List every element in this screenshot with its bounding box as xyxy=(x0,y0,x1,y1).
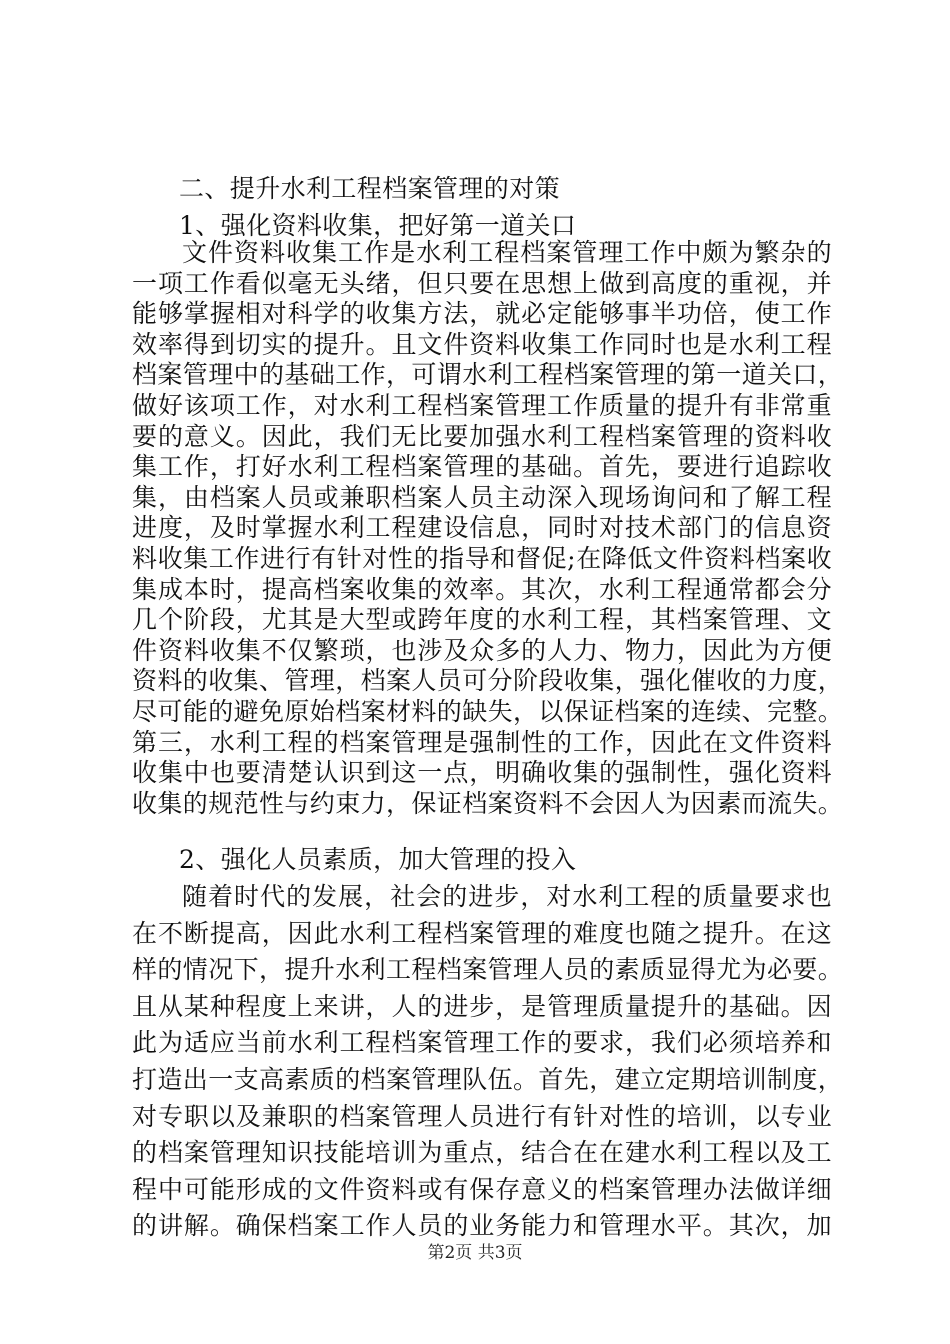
paragraph-line: 效率得到切实的提升。且文件资料收集工作同时也是水利工程 xyxy=(132,330,832,359)
paragraph-line: 且从某种程度上来讲，人的进步，是管理质量提升的基础。因 xyxy=(132,992,832,1021)
paragraph-line: 样的情况下，提升水利工程档案管理人员的素质显得尤为必要。 xyxy=(132,955,844,984)
paragraph-line: 程中可能形成的文件资料或有保存意义的档案管理办法做详细 xyxy=(132,1175,832,1204)
paragraph-line: 要的意义。因此，我们无比要加强水利工程档案管理的资料收 xyxy=(132,422,832,451)
paragraph-line: 文件资料收集工作是水利工程档案管理工作中颇为繁杂的 xyxy=(182,238,832,267)
paragraph-line: 集，由档案人员或兼职档案人员主动深入现场询问和了解工程 xyxy=(132,483,832,512)
paragraph-line: 收集的规范性与约束力，保证档案资料不会因人为因素而流失。 xyxy=(132,789,844,818)
paragraph-line: 料收集工作进行有针对性的指导和督促;在降低文件资料档案收 xyxy=(132,544,832,573)
paragraph-line: 做好该项工作，对水利工程档案管理工作质量的提升有非常重 xyxy=(132,391,832,420)
paragraph-line: 件资料收集不仅繁琐，也涉及众多的人力、物力，因此为方便 xyxy=(132,636,832,665)
paragraph-line: 能够掌握相对科学的收集方法，就必定能够事半功倍，使工作 xyxy=(132,299,832,328)
paragraph-line: 的档案管理知识技能培训为重点，结合在在建水利工程以及工 xyxy=(132,1138,832,1167)
paragraph-line: 在不断提高，因此水利工程档案管理的难度也随之提升。在这 xyxy=(132,919,832,948)
paragraph-line: 档案管理中的基础工作，可谓水利工程档案管理的第一道关口， xyxy=(132,360,844,389)
paragraph-line: 第三，水利工程的档案管理是强制性的工作，因此在文件资料 xyxy=(132,728,832,757)
paragraph-line: 打造出一支高素质的档案管理队伍。首先，建立定期培训制度， xyxy=(132,1065,844,1094)
section-heading: 二、提升水利工程档案管理的对策 xyxy=(179,174,561,203)
paragraph-line: 一项工作看似毫无头绪，但只要在思想上做到高度的重视，并 xyxy=(132,269,832,298)
paragraph-line: 对专职以及兼职的档案管理人员进行有针对性的培训，以专业 xyxy=(132,1102,832,1131)
paragraph-line: 几个阶段，尤其是大型或跨年度的水利工程，其档案管理、文 xyxy=(132,605,832,634)
subsection-1-heading: 1、强化资料收集，把好第一道关口 xyxy=(179,211,577,240)
paragraph-line: 进度，及时掌握水利工程建设信息，同时对技术部门的信息资 xyxy=(132,513,832,542)
paragraph-line: 集成本时，提高档案收集的效率。其次，水利工程通常都会分 xyxy=(132,575,832,604)
paragraph-line: 集工作，打好水利工程档案管理的基础。首先，要进行追踪收 xyxy=(132,452,832,481)
paragraph-line: 此为适应当前水利工程档案管理工作的要求，我们必须培养和 xyxy=(132,1028,832,1057)
paragraph-line: 的讲解。确保档案工作人员的业务能力和管理水平。其次，加 xyxy=(132,1211,832,1240)
paragraph-line: 随着时代的发展，社会的进步，对水利工程的质量要求也 xyxy=(182,882,832,911)
paragraph-line: 尽可能的避免原始档案材料的缺失，以保证档案的连续、完整。 xyxy=(132,697,844,726)
paragraph-line: 资料的收集、管理，档案人员可分阶段收集，强化催收的力度， xyxy=(132,666,844,695)
subsection-2-heading: 2、强化人员素质，加大管理的投入 xyxy=(179,845,577,874)
page-footer: 第2页 共3页 xyxy=(427,1243,523,1263)
paragraph-line: 收集中也要清楚认识到这一点，明确收集的强制性，强化资料 xyxy=(132,758,832,787)
